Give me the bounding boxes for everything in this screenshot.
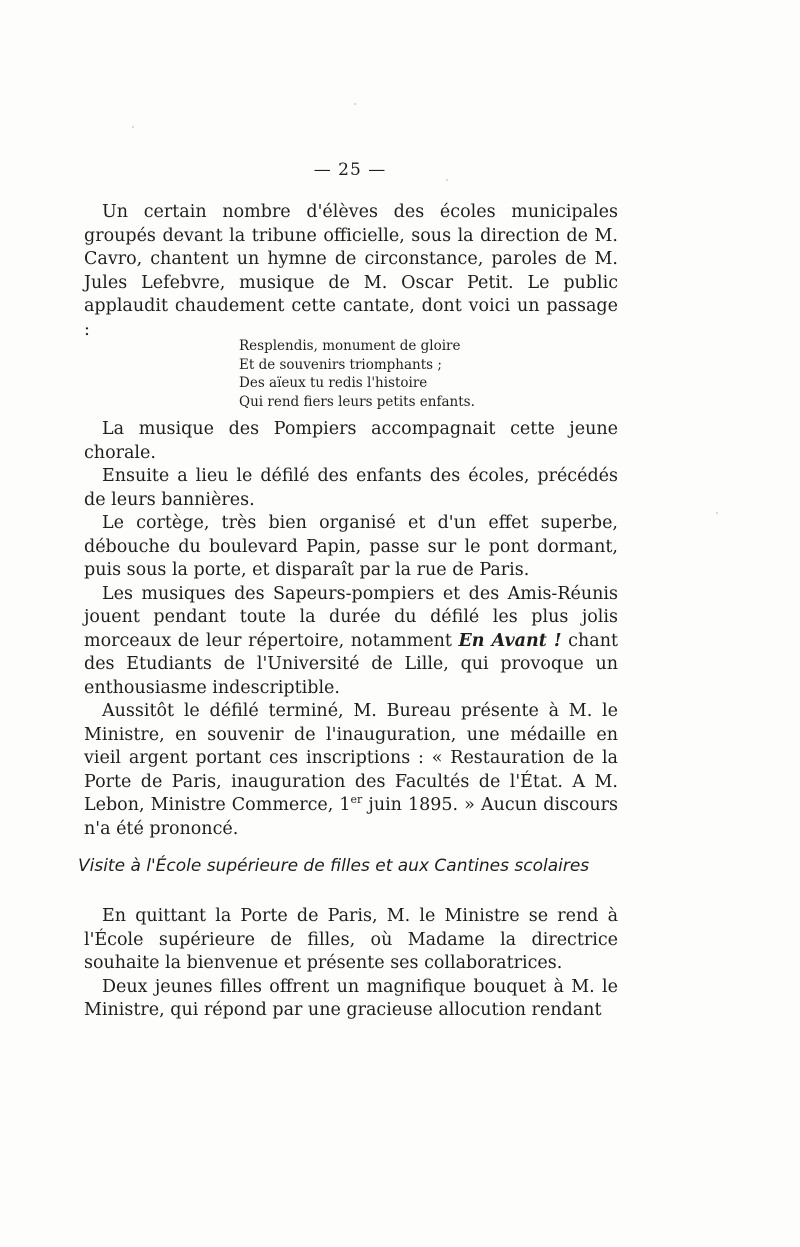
- paragraph-text: chant des Etudiants de l'Université de Lille, qui provoque un enthousiasme indescriptible.: [84, 630, 618, 698]
- verse-line: Des aïeux tu redis l'histoire: [239, 375, 428, 391]
- paragraph: Le cortège, très bien organisé et d'un effet superbe, débouche du boulevard Papin, passe sur le pont dormant, puis sous la porte, et disparaît par la rue de Paris.: [84, 513, 618, 580]
- paragraph: Deux jeunes filles offrent un magnifique bouquet à M. le Ministre, qui répond par une gracieuse allocution rendant: [84, 976, 618, 1020]
- verse-quotation: [239, 337, 475, 411]
- paragraph-text: juin 1895. » Aucun discours n'a été prononcé.: [84, 795, 618, 839]
- paper-speck: [716, 512, 718, 514]
- paragraph: [84, 700, 618, 841]
- paragraph: Ensuite a lieu le défilé des enfants des écoles, précédés de leurs bannières.: [84, 466, 618, 510]
- paragraph: La musique des Pompiers accompagnait cette jeune chorale.: [84, 419, 618, 463]
- paragraph: En quittant la Porte de Paris, M. le Ministre se rend à l'École supérieure de filles, où Madame la directrice souhaite la bienvenue et présente ses collaboratrices.: [84, 906, 618, 973]
- paragraph: Un certain nombre d'élèves des écoles municipales groupés devant la tribune officielle, sous la direction de M. Cavro, chantent un hymne de circonstance, paroles de M. Jules Lefebvre, musique de M. Oscar Petit. Le public applaudit chaudement cette cantate, dont voici un passage :: [84, 202, 618, 340]
- verse-line: Et de souvenirs triomphants ;: [239, 356, 442, 373]
- ordinal-superscript: er: [350, 793, 363, 807]
- paper-speck: [354, 103, 356, 105]
- paragraph-text: Aussitôt le défilé terminé, M. Bureau présente à M. le Ministre, en souvenir de l'inauguration, une médaille en vieil argent portant ces inscriptions : « Restauration de la Porte de Paris, inauguration des Facultés de l'État. A M. Lebon, Ministre Commerce, 1: [84, 701, 618, 815]
- section-paragraph-block: [84, 905, 618, 1023]
- paragraph-text: Les musiques des Sapeurs-pompiers et des Amis-Réunis jouent pendant toute la durée du défilé les plus jolis morceaux de leur répertoire, notamment: [84, 583, 618, 651]
- paragraph: [84, 583, 618, 701]
- verse-line: Qui rend fiers leurs petits enfants.: [239, 393, 475, 410]
- section-heading: Visite à l'École supérieure de filles et aux Cantines scolaires: [78, 856, 590, 876]
- verse-line: Resplendis, monument de gloire: [239, 338, 461, 354]
- main-paragraph-block: [84, 418, 618, 841]
- opening-paragraph-block: [84, 201, 618, 342]
- page-number: — 25 —: [313, 160, 387, 180]
- song-title: En Avant !: [458, 630, 562, 651]
- paper-speck: [132, 126, 134, 128]
